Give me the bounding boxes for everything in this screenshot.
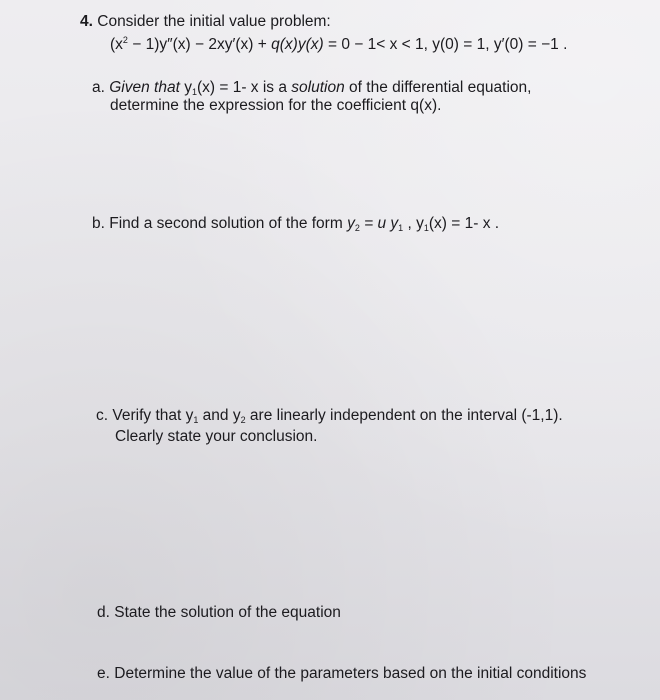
part-b-text: Find a second solution of the form (109, 215, 348, 232)
part-a-line1 (92, 78, 531, 98)
part-c-line2: Clearly state your conclusion. (115, 428, 318, 445)
part-b-def: (x) = 1- x . (428, 215, 500, 232)
part-a-y1-sub: 1 (191, 87, 197, 97)
part-b-sep: , y (403, 215, 424, 232)
part-a-y1: y (179, 79, 192, 96)
part-d-text: State the solution of the equation (114, 604, 341, 621)
part-c-sub2: 2 (240, 415, 246, 425)
part-c-rest: are linearly independent on the interval (-1,1). (245, 407, 563, 424)
part-c-line1 (96, 406, 563, 426)
part-b-form-sub: 1 (398, 223, 404, 233)
part-e-label: e. (97, 665, 110, 682)
problem-number: 4. (80, 13, 93, 30)
part-b-y2: y (347, 215, 355, 232)
part-b-label: b. (92, 215, 105, 232)
ivp-equation (110, 35, 567, 55)
part-b-line (92, 214, 499, 234)
part-c-label: c. (96, 407, 109, 424)
equation-part: (x (110, 36, 123, 53)
part-a-line2: determine the expression for the coefficient q(x). (110, 97, 442, 114)
part-a-label: a. (92, 79, 105, 96)
part-a-y1-def: (x) = 1- x is a (196, 79, 292, 96)
problem-intro-line (80, 12, 331, 32)
problem-intro: Consider the initial value problem: (97, 13, 331, 30)
part-a-tail: of the differential equation, (344, 79, 532, 96)
part-b-y2-sub: 2 (354, 223, 360, 233)
part-a-given: Given that (109, 79, 180, 96)
part-a-solution-word: solution (291, 79, 345, 96)
part-b-sep-sub: 1 (423, 223, 429, 233)
part-e-line (97, 664, 586, 684)
part-d-line (97, 603, 341, 623)
part-c-verify: Verify that y (112, 407, 194, 424)
part-e-text: Determine the value of the parameters based on the initial conditions (114, 665, 587, 682)
part-c-sub1: 1 (193, 415, 199, 425)
equation-q-term: q(x)y(x) (271, 36, 324, 53)
equation-conditions: = 0 − 1< x < 1, y(0) = 1, y′(0) = −1 . (323, 36, 568, 53)
part-d-label: d. (97, 604, 110, 621)
equation-part: − 1)y″(x) − 2xy′(x) + (127, 36, 272, 53)
part-c-and: and y (198, 407, 241, 424)
part-b-form: = u y (359, 215, 399, 232)
equation-exponent: 2 (122, 35, 128, 45)
